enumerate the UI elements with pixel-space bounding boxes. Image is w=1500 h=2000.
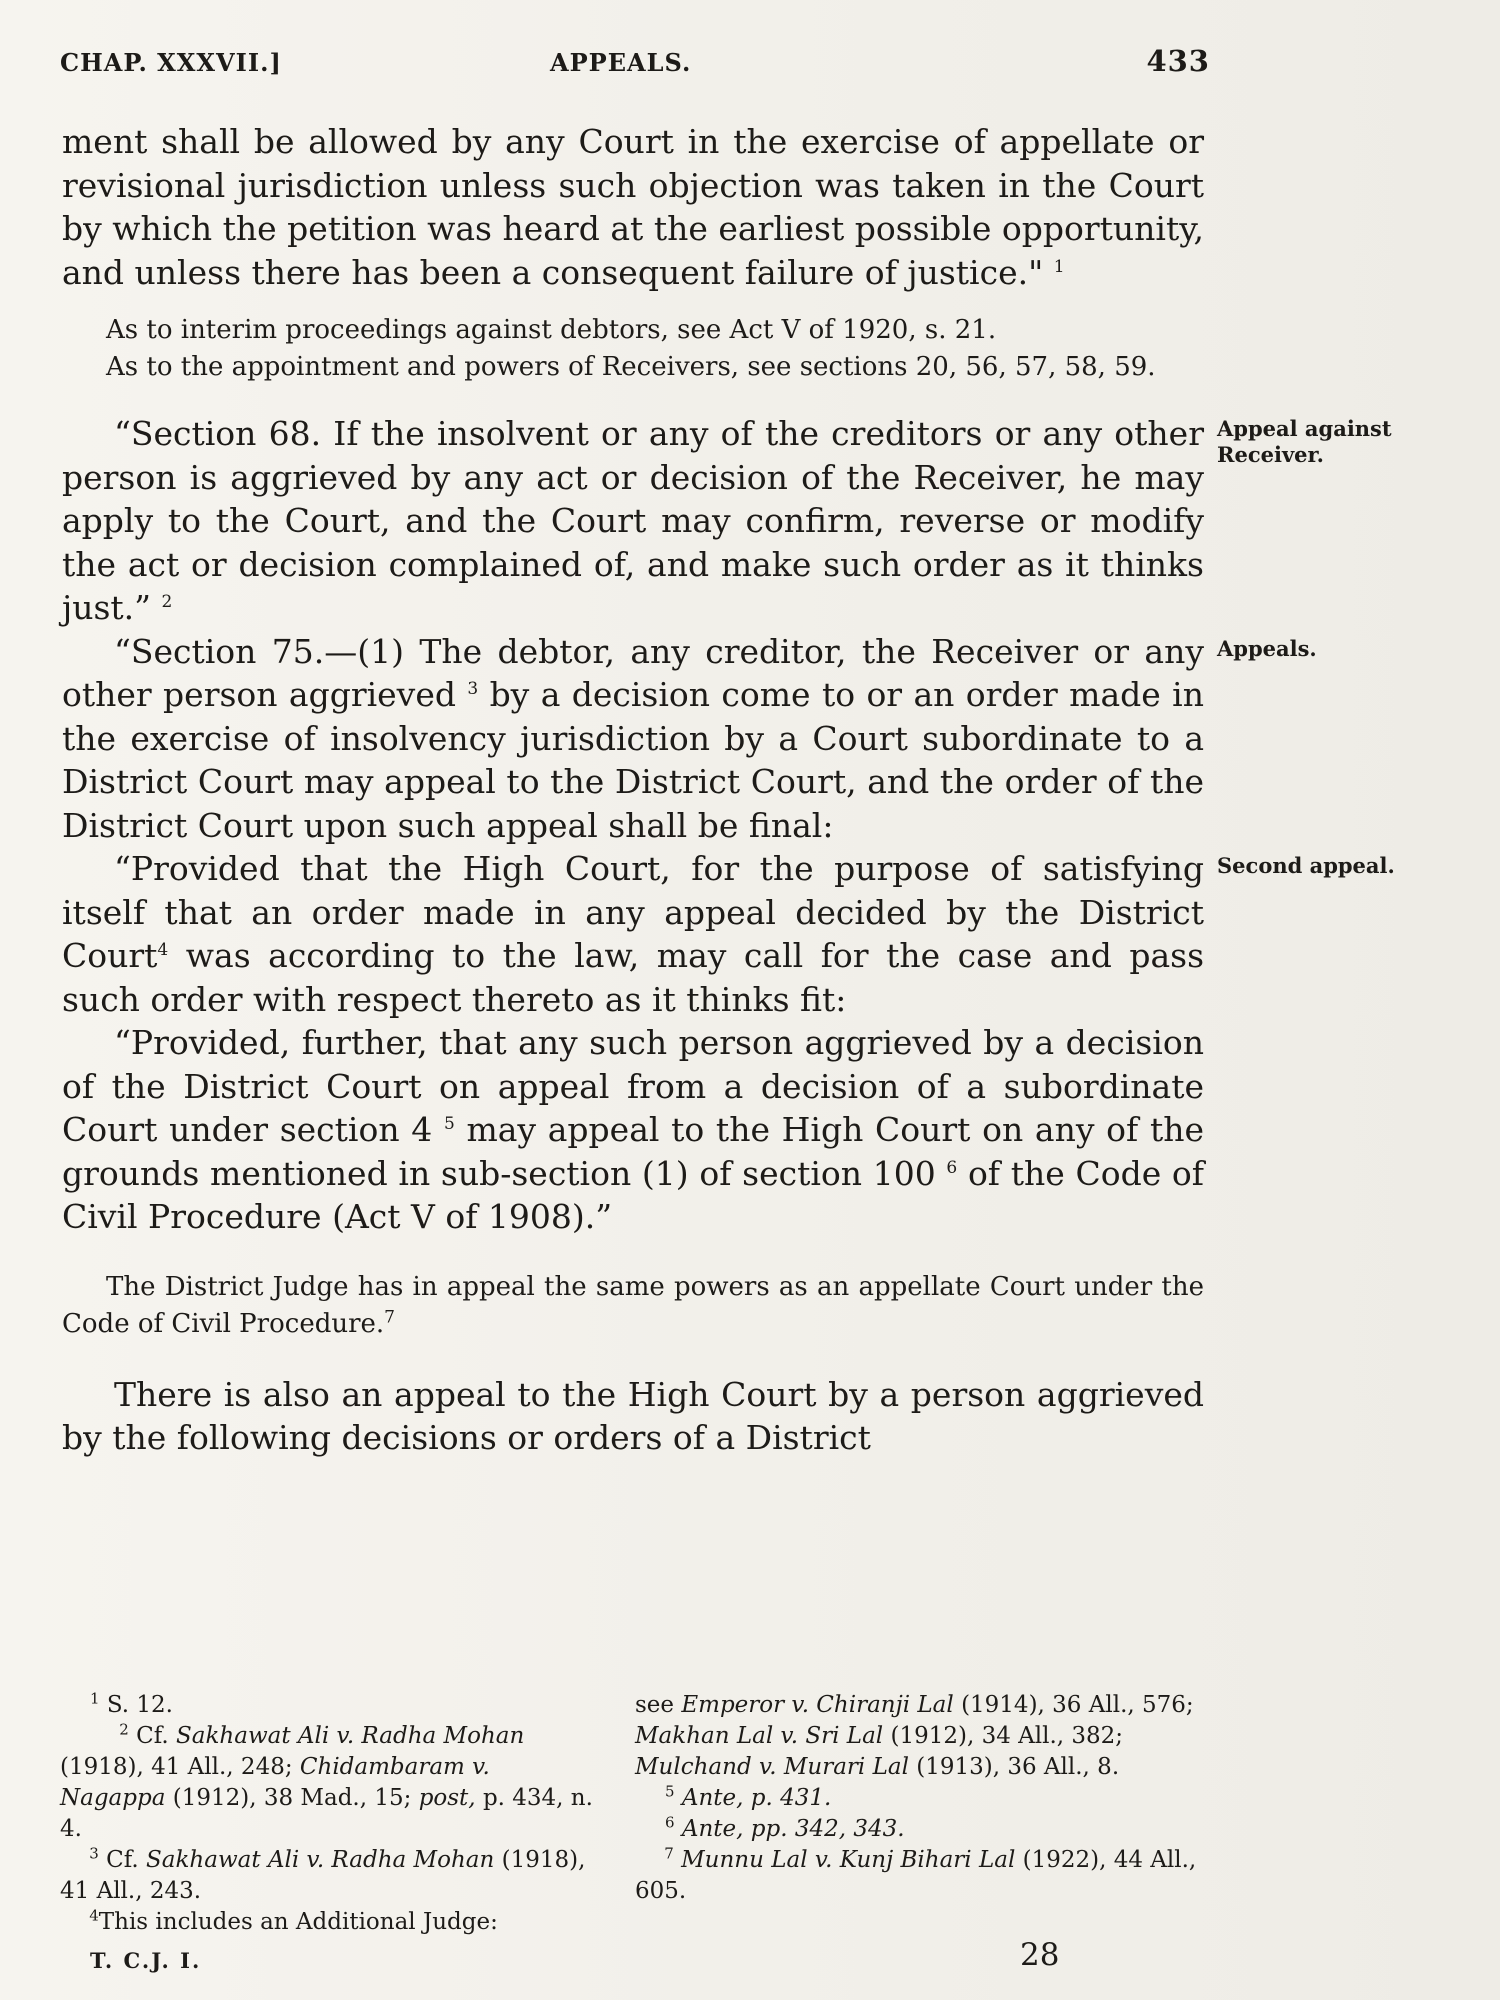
footnote-ref: 6 [946, 1157, 958, 1178]
margin-note-appeal-against-receiver: Appeal against Receiver. [1217, 416, 1392, 467]
proviso-2: “Provided, further, that any such person aggrieved by a decision of the District Court on appeal from a decision of a subordinate Court under section 4 $^5$ may appeal to the High Court on any of the grounds mentioned in sub-section (1) of section 100 $^6$ of the Code of Civil Procedure (Act V of 1908).” [62, 1023, 1204, 1236]
page-title: APPEALS. [550, 48, 692, 77]
margin-note-second-appeal: Second appeal. [1217, 853, 1395, 878]
footnote-4-continued: see Emperor v. Chiranji Lal (1914), 36 All., 576; Makhan Lal v. Sri Lal (1912), 34 All., 382; Mulchand v. Murari Lal (1913), 36 All., 8. [635, 1692, 1194, 1780]
section-68-text: “Section 68. If the insolvent or any of the creditors or any other person is aggrieved by any act or decision of the Receiver, he may apply to the Court, and the Court may confirm, reverse or modify the act or decision complained of, and make such order as it thinks just.” [62, 414, 1204, 627]
proviso-1: Second appeal. “Provided that the High Court, for the purpose of satisfying itself that an order made in any appeal decided by the District Court$^4$ was according to the law, may call for the case and pass such order with respect thereto as it thinks fit: [62, 847, 1204, 1021]
section-68 [62, 412, 1392, 630]
running-header [60, 44, 1210, 88]
note-receivers: As to the appointment and powers of Receivers, see sections 20, 56, 57, 58, 59. [106, 352, 1156, 382]
footnote-ref: 7 [384, 1306, 395, 1327]
closing-paragraph: There is also an appeal to the High Court by a person aggrieved by the following decisions or orders of a District [62, 1374, 1204, 1457]
page-body [62, 120, 1395, 1460]
footnote-2: $^2$ Cf. Sakhawat Ali v. Radha Mohan (1918), 41 All., 248; Chidambaram v. Nagappa (1912), 38 Mad., 15; post, p. 434, n. 4. [60, 1720, 593, 1842]
chapter-label: CHAP. XXXVII.] [60, 48, 282, 77]
signature-mark: T. C.J. I. [90, 1948, 202, 1973]
footnote-ref: 3 [467, 679, 479, 699]
margin-note-appeals: Appeals. [1217, 635, 1317, 661]
footnote-ref: 4 [157, 940, 169, 960]
page-number: 433 [1146, 44, 1210, 78]
district-judge-note: The District Judge has in appeal the same powers as an appellate Court under the Code of Civil Procedure.$^7$ [62, 1271, 1204, 1339]
paragraph-continuation: ment shall be allowed by any Court in the exercise of appellate or revisional jurisdiction unless such objection was taken in the Court by which the petition was heard at the earliest possible opportunity, and unless there has been a consequent failure of justice." $^1$ [62, 122, 1204, 292]
footnotes-left-column [60, 1690, 600, 1938]
footnote-ref: 2 [161, 592, 173, 612]
footnotes-right-column [635, 1690, 1210, 1907]
footnote-3: $^3$ Cf. Sakhawat Ali v. Radha Mohan (1918), 41 All., 243. [60, 1844, 586, 1904]
footnote-5: $^5$ Ante, p. 431. [665, 1782, 832, 1811]
footnote-ref: 5 [443, 1114, 455, 1134]
footnote-1: $^1$ S. 12. [90, 1689, 173, 1718]
folio-number: 28 [1020, 1937, 1060, 1973]
footnote-ref: 1 [1053, 256, 1065, 277]
footnote-6: $^6$ Ante, pp. 342, 343. [665, 1813, 905, 1842]
note-interim-proceedings: As to interim proceedings against debtors, see Act V of 1920, s. 21. [106, 315, 997, 345]
footnote-7: $^7$ Munnu Lal v. Kunj Bihari Lal (1922), 44 All., 605. [635, 1844, 1197, 1904]
section-75: Appeals. “Section 75.—(1) The debtor, any creditor, the Receiver or any other person aggrieved $^3$ by a decision come to or an order made in the exercise of insolvency jurisdiction by a Court subordinate to a District Court may appeal to the District Court, and the order of the District Court upon such appeal shall be final: [62, 630, 1204, 848]
footnote-4: $^4$This includes an Additional Judge: [89, 1906, 498, 1935]
